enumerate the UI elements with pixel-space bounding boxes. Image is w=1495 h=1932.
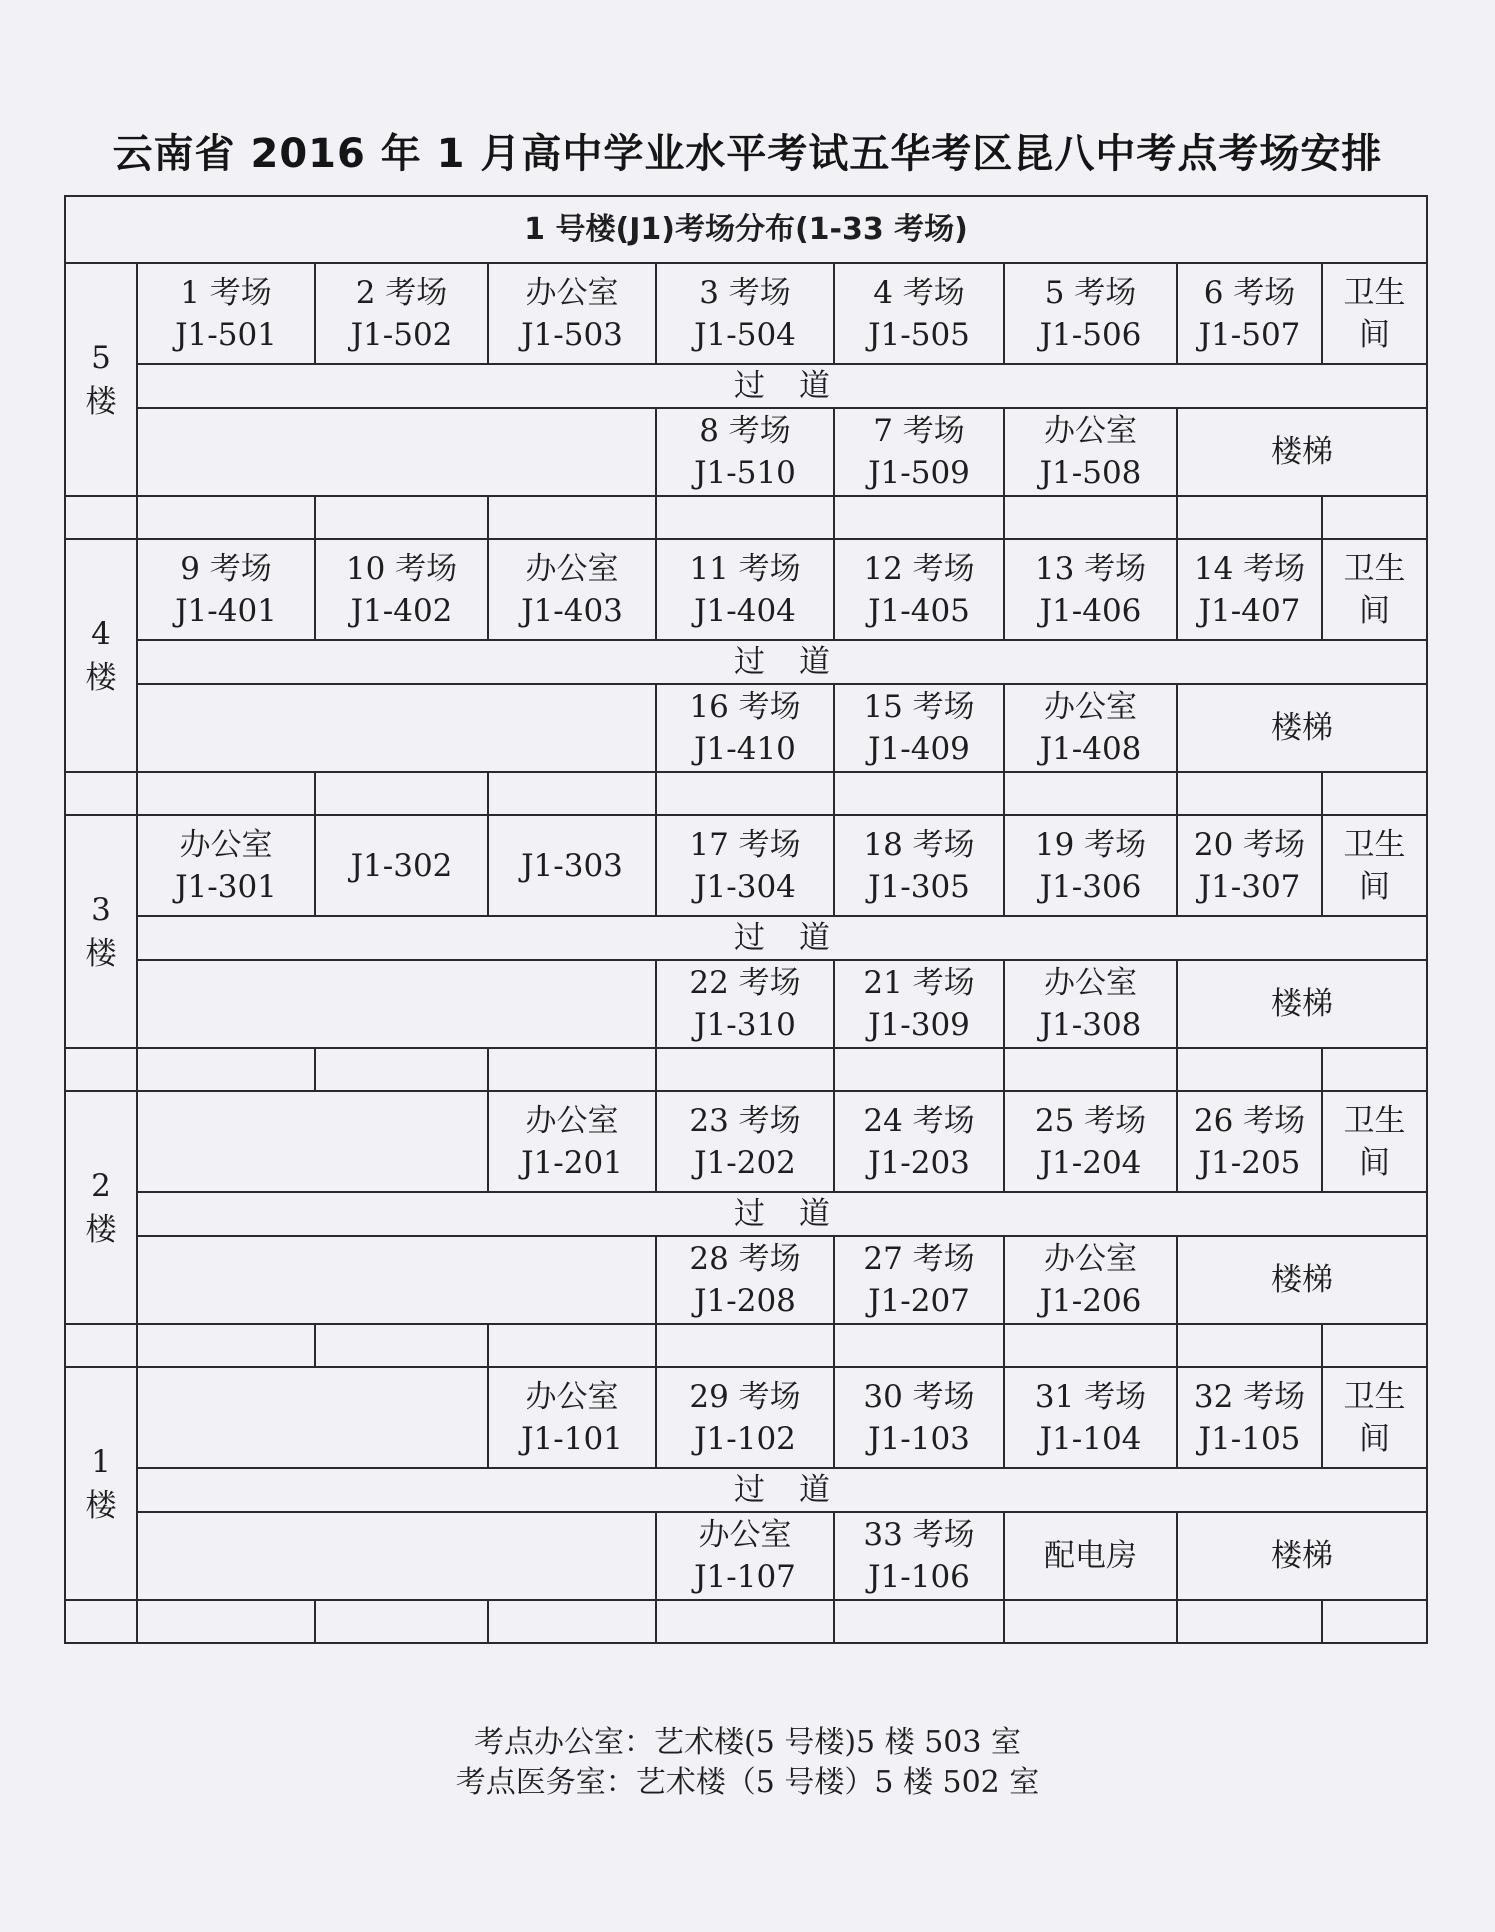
gap-cell [656,772,834,815]
exam-room-table [64,195,1428,1644]
room-line-2: J1-505 [868,316,970,353]
gap-cell [137,1324,315,1367]
blank-cell [137,1367,488,1468]
gap-cell [315,1048,488,1091]
room-cell [1004,960,1177,1048]
room-cell [656,263,834,364]
gap-cell [834,496,1004,539]
room-line-2: J1-106 [868,1559,970,1595]
room-line-2: J1-305 [868,868,970,905]
room-cell [834,539,1004,640]
room-line-1: 29 考场 [689,1378,801,1415]
room-cell [834,1367,1004,1468]
room-line-1: 23 考场 [689,1102,801,1139]
floor-char: 楼 [85,383,117,420]
floor-char: 楼 [85,935,117,972]
room-line-1: 30 考场 [863,1378,975,1415]
floor-room-row [65,263,1427,364]
room-line-1: 9 考场 [180,550,272,587]
room-cell [488,263,656,364]
gap-row [65,772,1427,815]
room-line-1: 32 考场 [1193,1378,1306,1415]
room-line-2: J1-404 [694,592,796,629]
room-line-1: 卫生 [1343,1102,1406,1139]
floor-label [65,815,137,1048]
gap-cell [1004,772,1177,815]
floor-room-row [65,815,1427,916]
footer-clinic-note: 考点医务室：艺术楼（5 号楼）5 楼 502 室 [455,1765,1040,1800]
room-line-2: J1-401 [175,592,277,629]
room-line-1: 33 考场 [863,1517,975,1553]
room-cell [834,1091,1004,1192]
room-line-2: 间 [1359,592,1391,629]
room-line-1: 21 考场 [863,965,975,1001]
gap-cell [65,772,137,815]
room-cell [1322,263,1427,364]
room-line-1: 配电房 [1044,1538,1137,1574]
room-line-1: 13 考场 [1034,550,1147,587]
corridor-row [65,916,1427,960]
gap-row [65,1324,1427,1367]
room-line-2: J1-310 [694,1007,796,1043]
room-line-1: 办公室 [1044,1241,1137,1277]
gap-cell [1177,1048,1322,1091]
floor-room-row [65,1091,1427,1192]
room-cell [1004,1512,1177,1600]
room-line-1: 26 考场 [1193,1102,1306,1139]
room-cell [1177,1367,1322,1468]
room-line-2: J1-102 [694,1420,796,1457]
floor-lower-row [65,1512,1427,1600]
room-cell [488,815,656,916]
room-line-2: 间 [1359,868,1391,905]
room-cell [1322,1367,1427,1468]
gap-cell [1004,1048,1177,1091]
room-line-1: 14 考场 [1193,550,1306,587]
room-line-1: 22 考场 [689,965,801,1001]
room-cell [488,1367,656,1468]
stairs-cell: 楼梯 [1177,960,1427,1048]
room-cell [834,1512,1004,1600]
blank-cell [137,408,656,496]
room-line-2: J1-203 [868,1144,970,1181]
room-line-2: J1-306 [1039,868,1142,905]
room-line-1: 办公室 [1044,689,1137,725]
room-line-2: J1-105 [1198,1420,1301,1457]
room-cell [656,815,834,916]
gap-cell [1322,1324,1427,1367]
room-line-1: 7 考场 [873,413,965,449]
room-line-2: J1-301 [175,868,277,905]
floor-label [65,539,137,772]
room-cell [656,408,834,496]
gap-cell [834,1324,1004,1367]
stairs-cell: 楼梯 [1177,1236,1427,1324]
floor-lower-row [65,684,1427,772]
floor-char: 楼 [85,1211,117,1248]
room-line-2: J1-207 [868,1283,970,1319]
corridor-row [65,640,1427,684]
room-cell [137,815,315,916]
floor-number: 1 [91,1443,111,1480]
gap-cell [137,772,315,815]
floor-number: 5 [91,339,111,376]
room-line-2: J1-502 [350,316,453,353]
room-line-1: 办公室 [698,1517,792,1553]
room-cell [656,1367,834,1468]
room-cell [834,815,1004,916]
room-line-2: 间 [1359,1144,1391,1181]
room-line-2: J1-104 [1039,1420,1142,1457]
room-line-1: 办公室 [525,1102,619,1139]
room-cell [656,1512,834,1600]
room-line-1: 办公室 [525,1378,619,1415]
gap-cell [656,1048,834,1091]
floor-lower-row [65,960,1427,1048]
floor-label [65,1367,137,1600]
room-line-2: J1-206 [1039,1283,1142,1319]
room-line-1: 18 考场 [863,826,975,863]
room-cell [1004,1091,1177,1192]
floor-number: 3 [91,891,111,928]
corridor-cell: 过道 [137,1468,1427,1512]
room-line-1: 办公室 [1044,413,1137,449]
gap-cell [1322,496,1427,539]
room-cell [1322,1091,1427,1192]
gap-cell [1177,1324,1322,1367]
room-line-2: J1-406 [1039,592,1142,629]
footer-office-note: 考点办公室：艺术楼(5 号楼)5 楼 503 室 [474,1725,1021,1760]
stairs-cell: 楼梯 [1177,684,1427,772]
gap-row [65,1048,1427,1091]
blank-cell [137,1091,488,1192]
room-line-1: 3 考场 [699,274,791,311]
room-line-1: 办公室 [1044,965,1137,1001]
room-line-1: 卫生 [1343,826,1406,863]
corridor-cell: 过道 [137,916,1427,960]
room-cell [1004,539,1177,640]
gap-row [65,496,1427,539]
corridor-cell: 过道 [137,364,1427,408]
gap-cell [488,1324,656,1367]
room-line-2: J1-205 [1198,1144,1301,1181]
room-line-1: 12 考场 [863,550,975,587]
room-cell [488,1091,656,1192]
gap-cell [1322,772,1427,815]
gap-cell [1177,1600,1322,1643]
room-line-1: 28 考场 [689,1241,801,1277]
room-cell [656,1091,834,1192]
room-line-1: 6 考场 [1203,274,1296,311]
gap-cell [315,1324,488,1367]
corridor-row [65,364,1427,408]
room-line-2: J1-510 [694,455,796,491]
room-line-2: J1-507 [1198,316,1301,353]
room-line-1: 16 考场 [689,689,801,725]
gap-cell [65,496,137,539]
room-line-1: 卫生 [1343,1378,1406,1415]
room-line-1: 办公室 [179,826,273,863]
gap-cell [1004,1324,1177,1367]
room-line-1: 10 考场 [345,550,458,587]
corridor-row [65,1468,1427,1512]
gap-cell [315,772,488,815]
blank-cell [137,684,656,772]
room-line-2: J1-405 [868,592,970,629]
room-line-2: J1-309 [868,1007,970,1043]
stairs-cell: 楼梯 [1177,1512,1427,1600]
room-line-1: 19 考场 [1034,826,1147,863]
room-cell [656,539,834,640]
gap-cell [65,1324,137,1367]
room-line-1: 31 考场 [1034,1378,1147,1415]
room-line-2: J1-204 [1039,1144,1142,1181]
gap-cell [488,772,656,815]
room-cell [1004,1236,1177,1324]
room-cell [1177,539,1322,640]
gap-cell [65,1600,137,1643]
room-line-2: J1-304 [694,868,796,905]
floor-char: 楼 [85,1487,117,1524]
room-cell [1004,1367,1177,1468]
table-header: 1 号楼(J1)考场分布(1-33 考场) [65,196,1427,263]
room-cell [315,263,488,364]
gap-cell [834,1600,1004,1643]
gap-cell [315,1600,488,1643]
gap-cell [1004,1600,1177,1643]
floor-char: 楼 [85,659,117,696]
gap-cell [656,496,834,539]
gap-cell [834,772,1004,815]
room-line-1: 15 考场 [863,689,975,725]
room-cell [1004,815,1177,916]
blank-cell [137,1236,656,1324]
room-line-1: 1 考场 [180,274,272,311]
room-line-2: J1-403 [521,592,623,629]
room-line-2: J1-308 [1039,1007,1142,1043]
room-line-2: 间 [1359,316,1391,353]
gap-cell [137,1048,315,1091]
gap-cell [1322,1600,1427,1643]
room-line-2: J1-303 [521,847,623,884]
blank-cell [137,1512,656,1600]
room-line-1: 25 考场 [1034,1102,1147,1139]
room-line-2: J1-407 [1198,592,1301,629]
room-line-2: 间 [1359,1420,1391,1457]
corridor-row [65,1192,1427,1236]
gap-cell [1004,496,1177,539]
room-cell [315,539,488,640]
room-line-2: J1-202 [694,1144,796,1181]
room-cell [1322,539,1427,640]
floor-room-row [65,539,1427,640]
floor-label [65,263,137,496]
room-cell [1322,815,1427,916]
room-cell [1004,684,1177,772]
room-line-2: J1-103 [868,1420,970,1457]
room-cell [137,539,315,640]
room-line-1: 27 考场 [863,1241,975,1277]
gap-cell [488,1600,656,1643]
floor-number: 4 [91,615,111,652]
room-line-2: J1-504 [694,316,796,353]
room-line-2: J1-408 [1039,731,1142,767]
room-line-2: J1-409 [868,731,970,767]
stairs-cell: 楼梯 [1177,408,1427,496]
room-cell [1177,1091,1322,1192]
gap-cell [656,1600,834,1643]
room-cell [1004,263,1177,364]
gap-cell [834,1048,1004,1091]
room-cell [1177,263,1322,364]
corridor-cell: 过道 [137,640,1427,684]
room-line-2: J1-503 [521,316,623,353]
gap-cell [1177,772,1322,815]
gap-cell [488,1048,656,1091]
room-line-2: J1-208 [694,1283,796,1319]
room-line-1: 4 考场 [873,274,965,311]
room-cell [656,684,834,772]
room-cell [656,960,834,1048]
gap-cell [656,1324,834,1367]
room-line-1: 20 考场 [1193,826,1306,863]
room-cell [137,263,315,364]
gap-cell [1322,1048,1427,1091]
gap-cell [65,1048,137,1091]
room-cell [834,263,1004,364]
floor-lower-row [65,1236,1427,1324]
room-line-2: J1-402 [350,592,453,629]
floor-label [65,1091,137,1324]
room-line-1: 17 考场 [689,826,801,863]
floor-lower-row [65,408,1427,496]
floor-room-row [65,1367,1427,1468]
room-line-2: J1-107 [694,1559,796,1595]
room-line-1: 8 考场 [699,413,791,449]
room-line-1: 5 考场 [1044,274,1137,311]
room-cell [656,1236,834,1324]
floor-number: 2 [91,1167,111,1204]
room-line-2: J1-201 [521,1144,623,1181]
room-line-2: J1-307 [1198,868,1301,905]
page-title: 云南省 2016 年 1 月高中学业水平考试五华考区昆八中考点考场安排 [112,131,1383,177]
room-line-2: J1-410 [694,731,796,767]
room-line-1: 办公室 [525,550,619,587]
room-cell [1177,815,1322,916]
gap-row [65,1600,1427,1643]
gap-cell [1177,496,1322,539]
room-cell [834,960,1004,1048]
room-cell [834,1236,1004,1324]
room-cell [315,815,488,916]
room-line-2: J1-509 [868,455,970,491]
room-line-2: J1-101 [521,1420,623,1457]
gap-cell [137,1600,315,1643]
room-line-2: J1-501 [175,316,277,353]
corridor-cell: 过道 [137,1192,1427,1236]
room-line-1: 2 考场 [355,274,448,311]
room-line-2: J1-506 [1039,316,1142,353]
room-cell [834,408,1004,496]
room-cell [488,539,656,640]
room-line-1: 24 考场 [863,1102,975,1139]
room-line-2: J1-508 [1039,455,1142,491]
room-cell [834,684,1004,772]
room-cell [1004,408,1177,496]
room-line-1: 办公室 [525,274,619,311]
room-line-1: 卫生 [1343,274,1406,311]
room-line-1: 11 考场 [689,550,801,587]
gap-cell [137,496,315,539]
gap-cell [315,496,488,539]
blank-cell [137,960,656,1048]
gap-cell [488,496,656,539]
room-line-1: 卫生 [1343,550,1406,587]
room-line-2: J1-302 [350,847,453,884]
